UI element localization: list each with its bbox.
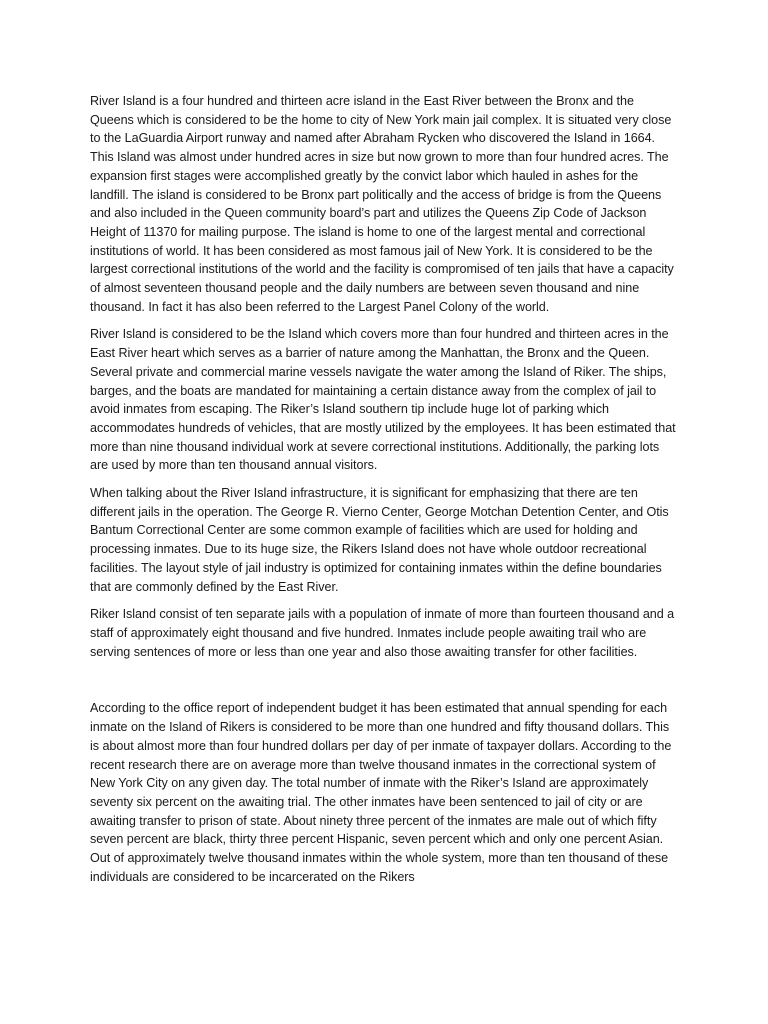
- paragraph-2: River Island is considered to be the Island which covers more than four hundred and thirteen acres in the East River heart which serves as a barrier of nature among the Manhattan, the Bronx and the Queen. Several private and commercial marine vessels navigate the water among the Island of Riker. The ships, barges, and the boats are mandated for maintaining a certain distance away from the complex of jail to avoid inmates from escaping. The Riker’s Island southern tip include huge lot of parking which accommodates hundreds of vehicles, that are mostly utilized by the employees. It has been estimated that more than nine thousand individual work at severe correctional institutions. Additionally, the parking lots are used by more than ten thousand annual visitors.: [90, 327, 676, 473]
- paragraph-4: Riker Island consist of ten separate jails with a population of inmate of more than fourteen thousand and a staff of approximately eight thousand and five hundred. Inmates include people awaiting trail who are serving sentences of more or less than one year and also those awaiting transfer for other facilities.: [90, 607, 675, 659]
- paragraph-1: River Island is a four hundred and thirteen acre island in the East River between the Bronx and the Queens which is considered to be the home to city of New York main jail complex. It is situated very close to the LaGuardia Airport runway and named after Abraham Rycken who discovered the Island in 1664. This Island was almost under hundred acres in size but now grown to more than four hundred acres. The expansion first stages were accomplished greatly by the convict labor which hauled in ashes for the landfill. The island is considered to be Bronx part politically and the access of bridge is from the Queens and also included in the Queen community board’s part and utilizes the Queens Zip Code of Jackson Height of 11370 for mailing purpose. The island is home to one of the largest mental and correctional institutions of world. It has been considered as most famous jail of New York. It is considered to be the largest correctional institutions of the world and the facility is compromised of ten jails that have a capacity of almost seventeen thousand people and the daily numbers are between seven thousand and nine thousand. In fact it has also been referred to the Largest Panel Colony of the world.: [90, 94, 674, 314]
- paragraph-3: When talking about the River Island infrastructure, it is significant for emphasizing that there are ten different jails in the operation. The George R. Vierno Center, George Motchan Detention Center, and Otis Bantum Correctional Center are some common example of facilities which are used for holding and processing inmates. Due to its huge size, the Rikers Island does not have whole outdoor recreational facilities. The layout style of jail industry is optimized for containing inmates within the define boundaries that are commonly defined by the East River.: [90, 486, 669, 594]
- paragraph-5: According to the office report of independent budget it has been estimated that annual spending for each inmate on the Island of Rikers is considered to be more than one hundred and fifty thousand dollars. This is about almost more than four hundred dollars per day of per inmate of taxpayer dollars. According to the recent research there are on average more than twelve thousand inmates in the correctional system of New York City on any given day. The total number of inmate with the Riker’s Island are approximately seventy six percent on the awaiting trial. The other inmates have been sentenced to jail of city or are awaiting transfer to prison of state. About ninety three percent of the inmates are male out of which fifty seven percent are black, thirty three percent Hispanic, seven percent which and only one percent Asian. Out of approximately twelve thousand inmates within the whole system, more than ten thousand of these individuals are considered to be incarcerated on the Rikers: [90, 701, 672, 884]
- document-body: [90, 92, 680, 895]
